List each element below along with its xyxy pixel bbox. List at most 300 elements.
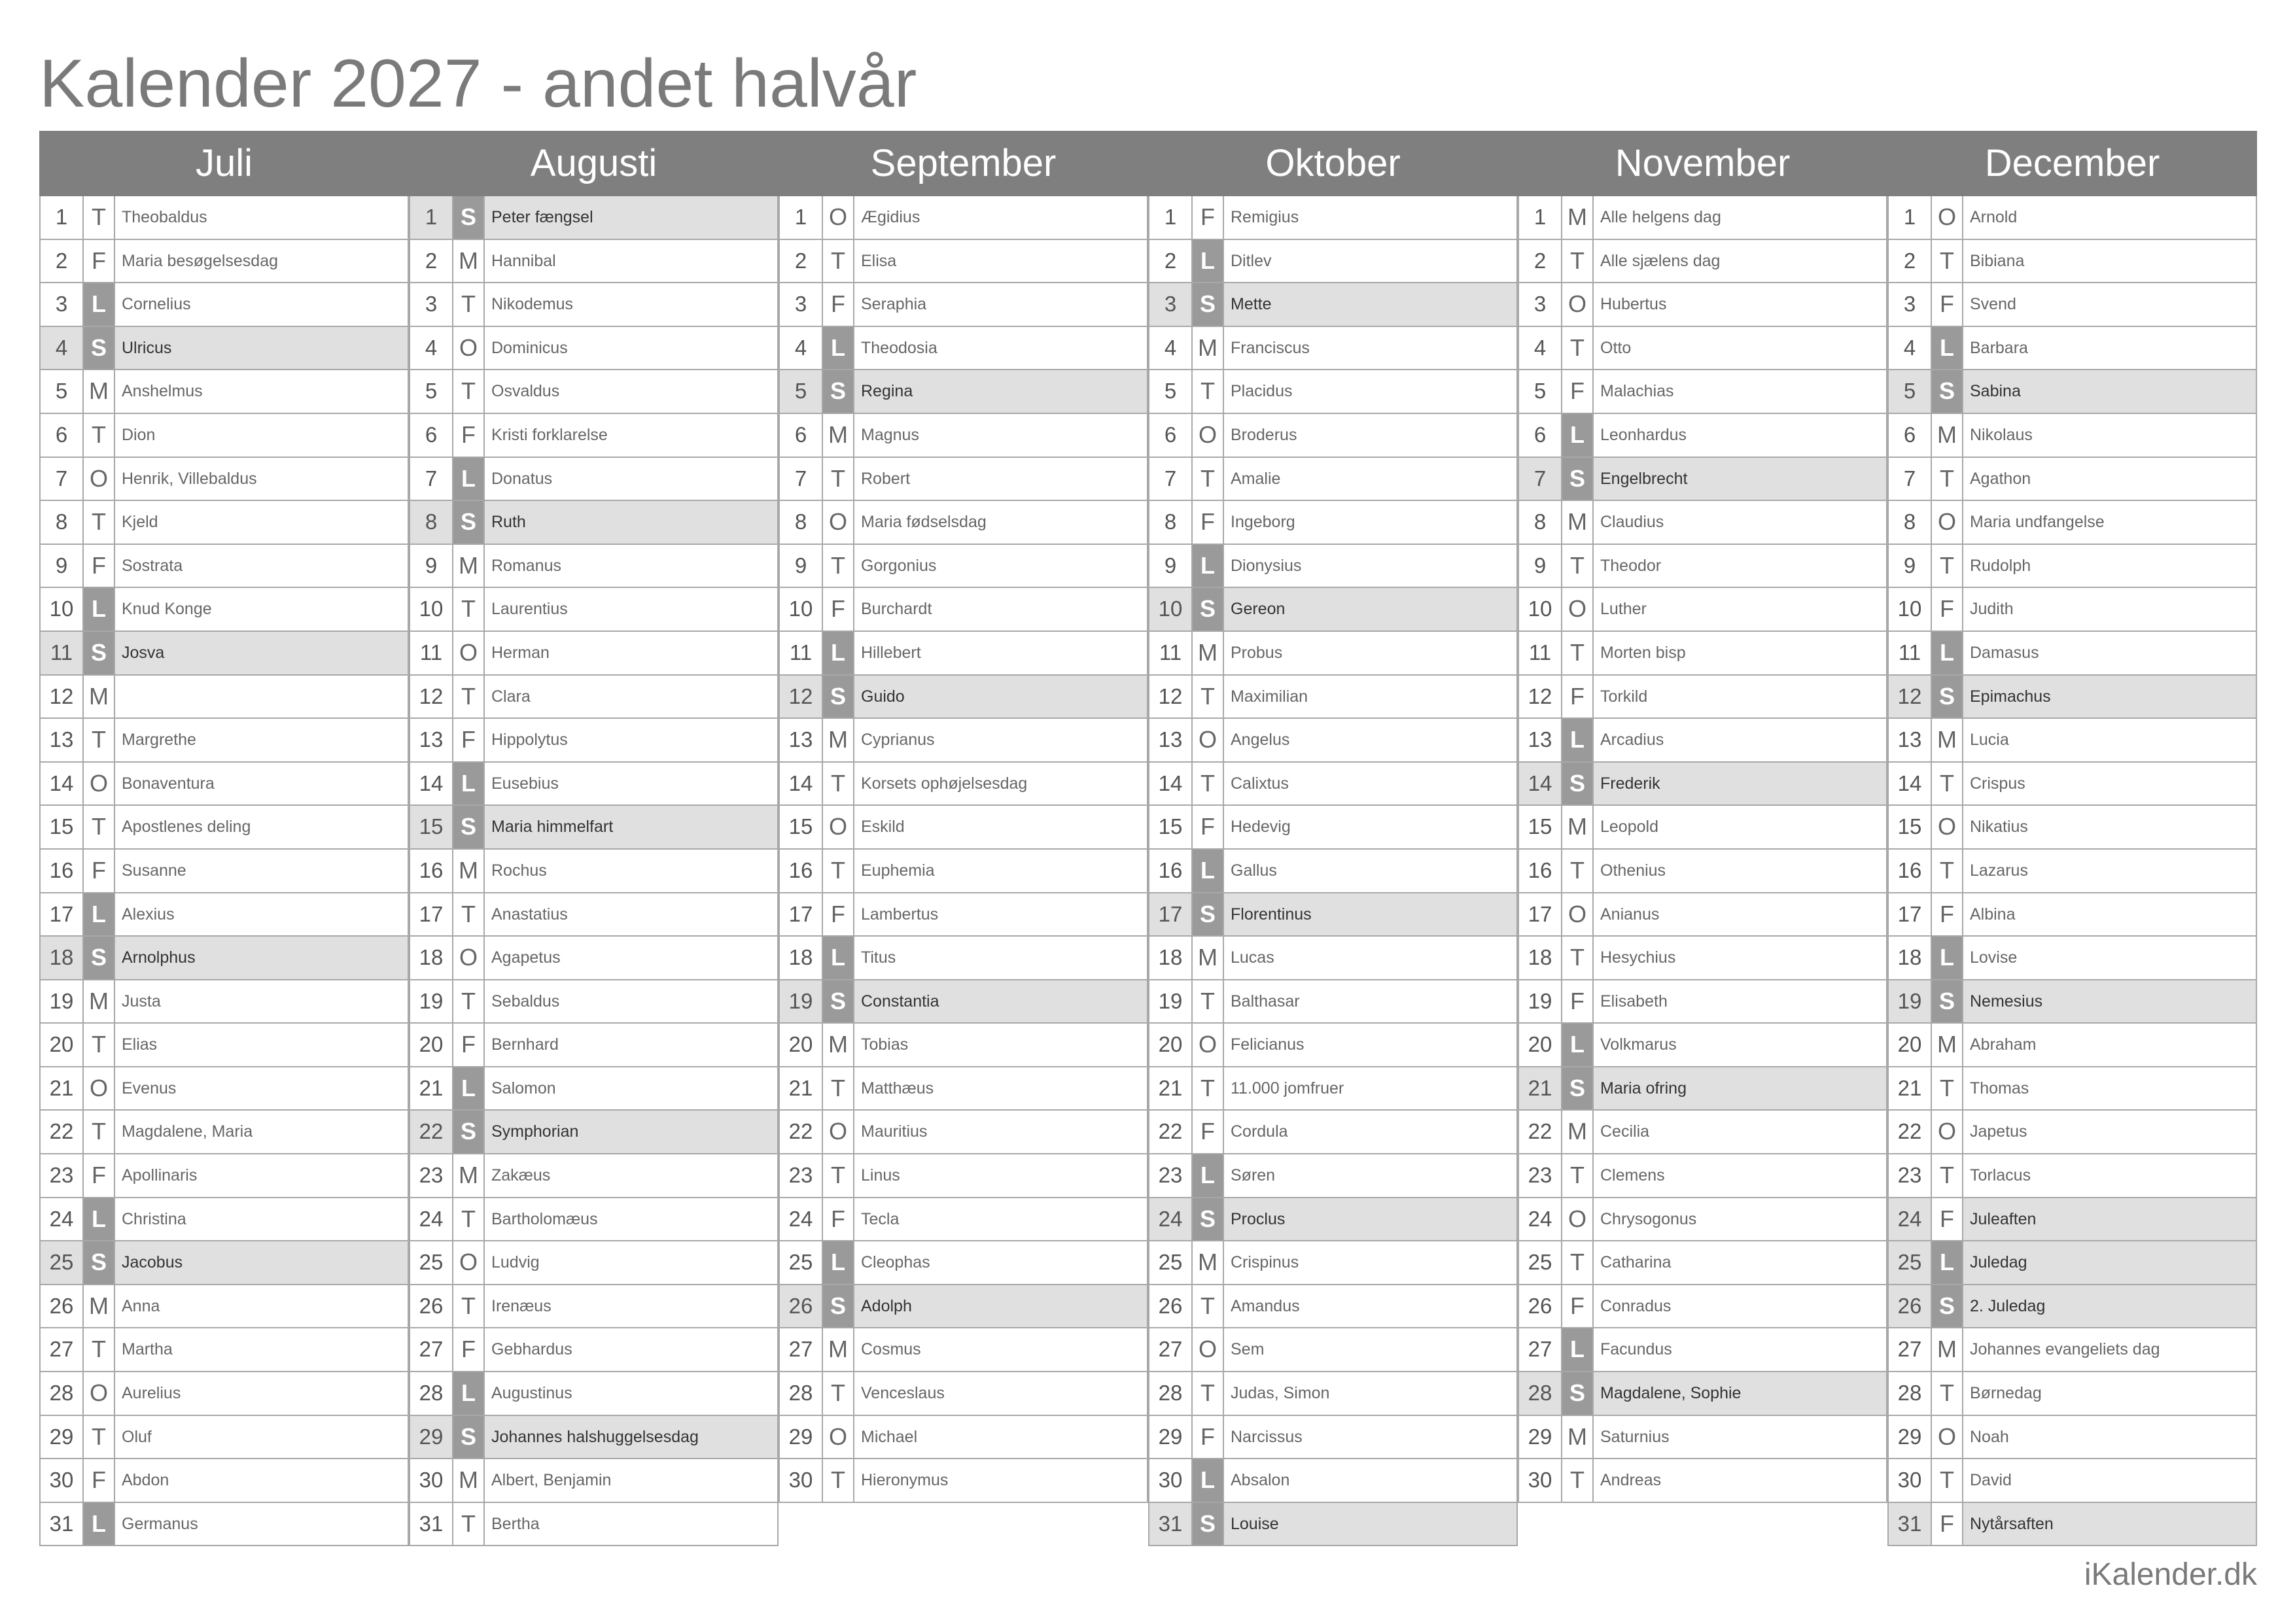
- weekday-letter: F: [453, 1328, 485, 1371]
- day-number: 15: [1149, 806, 1193, 848]
- name-day: Justa: [115, 980, 409, 1023]
- day-number: 30: [1149, 1459, 1193, 1502]
- name-day: Maria himmelfart: [485, 806, 779, 848]
- day-row: [779, 414, 1148, 458]
- name-day: Nikolaus: [1963, 414, 2257, 457]
- day-number: 13: [410, 719, 453, 761]
- weekday-letter: T: [453, 1503, 485, 1546]
- day-number: 7: [410, 458, 453, 500]
- name-day: Volkmarus: [1594, 1024, 1887, 1066]
- day-row: [39, 1067, 409, 1111]
- day-number: 3: [780, 283, 823, 326]
- name-day: Anshelmus: [115, 370, 409, 413]
- weekday-letter: T: [84, 719, 115, 761]
- day-number: 4: [1149, 327, 1193, 370]
- weekday-letter: O: [84, 763, 115, 805]
- day-number: 19: [410, 980, 453, 1023]
- day-row: [779, 1285, 1148, 1329]
- weekday-letter: L: [823, 327, 854, 370]
- day-number: 1: [780, 196, 823, 239]
- weekday-letter: L: [1562, 1024, 1594, 1066]
- name-day: Svend: [1963, 283, 2257, 326]
- weekday-letter: L: [84, 893, 115, 936]
- weekday-letter: O: [453, 1241, 485, 1284]
- name-day: Hieronymus: [854, 1459, 1148, 1502]
- day-row: [409, 545, 779, 589]
- name-day: Absalon: [1224, 1459, 1518, 1502]
- month-header: December: [1887, 131, 2257, 196]
- weekday-letter: L: [823, 1241, 854, 1284]
- weekday-letter: F: [453, 1024, 485, 1066]
- day-row: [39, 1024, 409, 1067]
- name-day: Korsets ophøjelsesdag: [854, 763, 1148, 805]
- weekday-letter: F: [823, 1198, 854, 1241]
- day-row: [779, 1372, 1148, 1416]
- day-number: 23: [780, 1154, 823, 1197]
- day-row: [39, 676, 409, 719]
- weekday-letter: T: [1932, 1372, 1963, 1415]
- name-day: Abdon: [115, 1459, 409, 1502]
- name-day: Amandus: [1224, 1285, 1518, 1328]
- name-day: Constantia: [854, 980, 1148, 1023]
- calendar-grid: [39, 131, 2258, 1546]
- name-day: Eusebius: [485, 763, 779, 805]
- name-day: Lambertus: [854, 893, 1148, 936]
- weekday-letter: O: [1932, 501, 1963, 544]
- day-number: 25: [410, 1241, 453, 1284]
- day-row: [409, 1372, 779, 1416]
- month-header: September: [779, 131, 1148, 196]
- weekday-letter: T: [823, 1459, 854, 1502]
- day-row: [1887, 196, 2257, 240]
- day-row: [409, 980, 779, 1024]
- day-number: 29: [410, 1416, 453, 1459]
- weekday-letter: T: [823, 763, 854, 805]
- name-day: Hippolytus: [485, 719, 779, 761]
- name-day: Josva: [115, 632, 409, 674]
- weekday-letter: F: [84, 240, 115, 283]
- day-row: [409, 458, 779, 502]
- day-number: 9: [41, 545, 84, 587]
- day-row: [409, 1067, 779, 1111]
- day-number: 5: [1519, 370, 1562, 413]
- name-day: Lazarus: [1963, 850, 2257, 892]
- day-row: [1518, 1285, 1887, 1329]
- weekday-letter: S: [1932, 980, 1963, 1023]
- weekday-letter: T: [453, 283, 485, 326]
- name-day: Ægidius: [854, 196, 1148, 239]
- weekday-letter: L: [1562, 1328, 1594, 1371]
- day-number: 26: [1889, 1285, 1932, 1328]
- day-number: 13: [41, 719, 84, 761]
- day-row: [779, 240, 1148, 284]
- weekday-letter: F: [823, 893, 854, 936]
- day-row: [39, 283, 409, 327]
- day-number: 3: [41, 283, 84, 326]
- name-day: Calixtus: [1224, 763, 1518, 805]
- day-row: [1887, 1154, 2257, 1198]
- name-day: Gereon: [1224, 588, 1518, 631]
- weekday-letter: O: [84, 1372, 115, 1415]
- day-row: [1148, 806, 1518, 850]
- day-row: [1148, 893, 1518, 937]
- weekday-letter: F: [1193, 1111, 1224, 1153]
- day-row: [1887, 937, 2257, 980]
- day-row: [1148, 1416, 1518, 1460]
- brand-label: iKalender.dk: [2084, 1557, 2257, 1592]
- day-number: 18: [410, 937, 453, 979]
- weekday-letter: M: [823, 1328, 854, 1371]
- day-row: [409, 327, 779, 371]
- day-row: [1518, 1241, 1887, 1285]
- weekday-letter: O: [823, 1111, 854, 1153]
- weekday-letter: L: [1932, 327, 1963, 370]
- day-number: 14: [1889, 763, 1932, 805]
- day-row: [1148, 1024, 1518, 1067]
- day-number: 16: [1519, 850, 1562, 892]
- day-row: [409, 1416, 779, 1460]
- day-number: 10: [1889, 588, 1932, 631]
- day-number: 3: [1149, 283, 1193, 326]
- weekday-letter: F: [1932, 588, 1963, 631]
- name-day: Donatus: [485, 458, 779, 500]
- day-number: 9: [1889, 545, 1932, 587]
- weekday-letter: M: [1193, 327, 1224, 370]
- day-number: 25: [1149, 1241, 1193, 1284]
- weekday-letter: S: [1193, 1503, 1224, 1546]
- day-number: 11: [1519, 632, 1562, 674]
- day-number: 20: [780, 1024, 823, 1066]
- weekday-letter: T: [823, 240, 854, 283]
- weekday-letter: M: [453, 1459, 485, 1502]
- day-row: [779, 327, 1148, 371]
- day-number: 9: [1149, 545, 1193, 587]
- name-day: Elisa: [854, 240, 1148, 283]
- name-day: Osvaldus: [485, 370, 779, 413]
- day-row: [1148, 1067, 1518, 1111]
- name-day: Florentinus: [1224, 893, 1518, 936]
- day-number: 30: [1519, 1459, 1562, 1502]
- weekday-letter: T: [1932, 850, 1963, 892]
- name-day: Catharina: [1594, 1241, 1887, 1284]
- name-day: Johannes halshuggelsesdag: [485, 1416, 779, 1459]
- weekday-letter: S: [1193, 893, 1224, 936]
- name-day: Børnedag: [1963, 1372, 2257, 1415]
- day-row: [1887, 240, 2257, 284]
- weekday-letter: O: [453, 327, 485, 370]
- weekday-letter: M: [823, 414, 854, 457]
- name-day: Cleophas: [854, 1241, 1148, 1284]
- day-number: 13: [1889, 719, 1932, 761]
- weekday-letter: T: [1193, 676, 1224, 718]
- name-day: Cosmus: [854, 1328, 1148, 1371]
- day-row: [39, 588, 409, 632]
- weekday-letter: F: [1932, 283, 1963, 326]
- weekday-letter: F: [1562, 1285, 1594, 1328]
- name-day: Anianus: [1594, 893, 1887, 936]
- month-column-augusti: [409, 131, 779, 1546]
- name-day: Matthæus: [854, 1067, 1148, 1110]
- weekday-letter: T: [1562, 327, 1594, 370]
- name-day: Chrysogonus: [1594, 1198, 1887, 1241]
- day-number: 28: [41, 1372, 84, 1415]
- day-number: 8: [1889, 501, 1932, 544]
- day-row: [39, 196, 409, 240]
- name-day: Louise: [1224, 1503, 1518, 1546]
- day-number: 18: [1889, 937, 1932, 979]
- day-number: 24: [1519, 1198, 1562, 1241]
- weekday-letter: L: [453, 1067, 485, 1110]
- weekday-letter: F: [1193, 1416, 1224, 1459]
- name-day: Hedevig: [1224, 806, 1518, 848]
- weekday-letter: F: [1932, 1503, 1963, 1546]
- day-row: [1148, 1372, 1518, 1416]
- name-day: Conradus: [1594, 1285, 1887, 1328]
- day-row: [1518, 458, 1887, 502]
- day-row: [779, 501, 1148, 545]
- day-row: [779, 763, 1148, 806]
- name-day: Mette: [1224, 283, 1518, 326]
- day-row: [1887, 283, 2257, 327]
- day-row: [1148, 850, 1518, 893]
- day-number: 2: [410, 240, 453, 283]
- day-number: 5: [410, 370, 453, 413]
- weekday-letter: T: [84, 1416, 115, 1459]
- weekday-letter: T: [1932, 763, 1963, 805]
- day-number: 19: [780, 980, 823, 1023]
- day-row: [1148, 240, 1518, 284]
- day-row: [409, 240, 779, 284]
- weekday-letter: T: [1932, 458, 1963, 500]
- weekday-letter: M: [84, 370, 115, 413]
- day-row: [1148, 1503, 1518, 1547]
- day-number: 28: [410, 1372, 453, 1415]
- weekday-letter: L: [84, 283, 115, 326]
- day-number: 28: [1889, 1372, 1932, 1415]
- weekday-letter: F: [1193, 196, 1224, 239]
- name-day: Søren: [1224, 1154, 1518, 1197]
- day-row: [779, 806, 1148, 850]
- name-day: Ingeborg: [1224, 501, 1518, 544]
- day-number: 11: [410, 632, 453, 674]
- name-day: Romanus: [485, 545, 779, 587]
- name-day: Gorgonius: [854, 545, 1148, 587]
- day-row: [1518, 283, 1887, 327]
- day-number: 5: [41, 370, 84, 413]
- day-row: [1518, 501, 1887, 545]
- day-number: 16: [41, 850, 84, 892]
- day-row: [1887, 1328, 2257, 1372]
- day-row: [409, 1285, 779, 1329]
- day-row: [1518, 1111, 1887, 1154]
- weekday-letter: O: [1562, 893, 1594, 936]
- weekday-letter: O: [1932, 806, 1963, 848]
- name-day: Andreas: [1594, 1459, 1887, 1502]
- weekday-letter: M: [1932, 1024, 1963, 1066]
- weekday-letter: L: [453, 1372, 485, 1415]
- name-day: Clemens: [1594, 1154, 1887, 1197]
- weekday-letter: L: [1932, 1241, 1963, 1284]
- day-row: [1887, 1241, 2257, 1285]
- name-day: Hubertus: [1594, 283, 1887, 326]
- day-number: 17: [1519, 893, 1562, 936]
- weekday-letter: T: [823, 458, 854, 500]
- weekday-letter: O: [1562, 1198, 1594, 1241]
- weekday-letter: L: [1562, 414, 1594, 457]
- weekday-letter: S: [1932, 370, 1963, 413]
- day-number: 13: [1149, 719, 1193, 761]
- day-row: [779, 980, 1148, 1024]
- day-number: 20: [41, 1024, 84, 1066]
- weekday-letter: T: [1562, 545, 1594, 587]
- name-day: Japetus: [1963, 1111, 2257, 1153]
- name-day: Abraham: [1963, 1024, 2257, 1066]
- day-row: [409, 1198, 779, 1242]
- day-row: [39, 1285, 409, 1329]
- day-number: 28: [1149, 1372, 1193, 1415]
- day-number: 18: [1519, 937, 1562, 979]
- day-number: 26: [41, 1285, 84, 1328]
- day-row: [779, 1416, 1148, 1460]
- day-number: 10: [410, 588, 453, 631]
- name-day: Apostlenes deling: [115, 806, 409, 848]
- day-row: [39, 763, 409, 806]
- weekday-letter: T: [1562, 850, 1594, 892]
- day-row: [409, 893, 779, 937]
- weekday-letter: M: [453, 545, 485, 587]
- weekday-letter: T: [453, 1285, 485, 1328]
- day-row: [409, 1459, 779, 1503]
- name-day: Balthasar: [1224, 980, 1518, 1023]
- day-row: [779, 1067, 1148, 1111]
- name-day: Cordula: [1224, 1111, 1518, 1153]
- day-row: [1518, 676, 1887, 719]
- day-number: 23: [1889, 1154, 1932, 1197]
- day-row: [1518, 806, 1887, 850]
- day-number: 29: [1519, 1416, 1562, 1459]
- day-number: 6: [410, 414, 453, 457]
- day-row: [409, 806, 779, 850]
- name-day: Malachias: [1594, 370, 1887, 413]
- day-number: 4: [780, 327, 823, 370]
- day-row: [1148, 1459, 1518, 1503]
- day-row: [1518, 893, 1887, 937]
- weekday-letter: S: [823, 1285, 854, 1328]
- day-number: 4: [410, 327, 453, 370]
- name-day: Barbara: [1963, 327, 2257, 370]
- name-day: Gebhardus: [485, 1328, 779, 1371]
- day-number: 17: [410, 893, 453, 936]
- weekday-letter: M: [1932, 719, 1963, 761]
- day-number: 18: [1149, 937, 1193, 979]
- name-day: Seraphia: [854, 283, 1148, 326]
- name-day: Frederik: [1594, 763, 1887, 805]
- day-row: [1518, 370, 1887, 414]
- day-number: 1: [1889, 196, 1932, 239]
- name-day: Apollinaris: [115, 1154, 409, 1197]
- name-day: Claudius: [1594, 501, 1887, 544]
- weekday-letter: T: [453, 370, 485, 413]
- name-day: Eskild: [854, 806, 1148, 848]
- name-day: Aurelius: [115, 1372, 409, 1415]
- day-row: [39, 1241, 409, 1285]
- day-row: [1148, 327, 1518, 371]
- day-number: 1: [41, 196, 84, 239]
- day-number: 27: [1149, 1328, 1193, 1371]
- weekday-letter: F: [84, 545, 115, 587]
- day-row: [1887, 632, 2257, 676]
- day-number: 4: [41, 327, 84, 370]
- day-row: [1518, 980, 1887, 1024]
- day-row: [409, 283, 779, 327]
- weekday-letter: M: [453, 240, 485, 283]
- name-day: Noah: [1963, 1416, 2257, 1459]
- weekday-letter: F: [1562, 370, 1594, 413]
- weekday-letter: F: [84, 1459, 115, 1502]
- day-number: 22: [1519, 1111, 1562, 1153]
- day-number: 21: [1149, 1067, 1193, 1110]
- day-number: 22: [1149, 1111, 1193, 1153]
- name-day: Placidus: [1224, 370, 1518, 413]
- day-row: [1148, 676, 1518, 719]
- day-number: 16: [1889, 850, 1932, 892]
- day-number: 14: [780, 763, 823, 805]
- name-day: Tecla: [854, 1198, 1148, 1241]
- day-number: 27: [41, 1328, 84, 1371]
- name-day: Jacobus: [115, 1241, 409, 1284]
- day-number: 1: [410, 196, 453, 239]
- weekday-letter: M: [1562, 806, 1594, 848]
- name-day: Othenius: [1594, 850, 1887, 892]
- name-day: Robert: [854, 458, 1148, 500]
- day-number: 11: [1889, 632, 1932, 674]
- weekday-letter: L: [84, 1503, 115, 1546]
- name-day: Nikatius: [1963, 806, 2257, 848]
- name-day: Elisabeth: [1594, 980, 1887, 1023]
- day-number: 25: [41, 1241, 84, 1284]
- day-row: [409, 1111, 779, 1154]
- weekday-letter: T: [1932, 1459, 1963, 1502]
- month-column-oktober: [1148, 131, 1518, 1546]
- name-day: Bernhard: [485, 1024, 779, 1066]
- day-row: [779, 1024, 1148, 1067]
- day-number: 31: [410, 1503, 453, 1546]
- month-header: Oktober: [1148, 131, 1518, 196]
- day-row: [779, 1198, 1148, 1242]
- name-day: Nikodemus: [485, 283, 779, 326]
- name-day: Cyprianus: [854, 719, 1148, 761]
- day-row: [1887, 980, 2257, 1024]
- name-day: Agathon: [1963, 458, 2257, 500]
- name-day: Guido: [854, 676, 1148, 718]
- day-number: 9: [780, 545, 823, 587]
- weekday-letter: S: [84, 327, 115, 370]
- day-number: 29: [1149, 1416, 1193, 1459]
- day-number: 17: [780, 893, 823, 936]
- day-number: 15: [1889, 806, 1932, 848]
- weekday-letter: T: [453, 588, 485, 631]
- day-row: [409, 1024, 779, 1067]
- day-number: 7: [1889, 458, 1932, 500]
- day-row: [1887, 719, 2257, 763]
- weekday-letter: O: [1932, 1111, 1963, 1153]
- day-number: 7: [1519, 458, 1562, 500]
- day-row: [39, 1459, 409, 1503]
- weekday-letter: M: [1562, 501, 1594, 544]
- day-number: 15: [1519, 806, 1562, 848]
- day-row: [1148, 632, 1518, 676]
- day-number: 26: [410, 1285, 453, 1328]
